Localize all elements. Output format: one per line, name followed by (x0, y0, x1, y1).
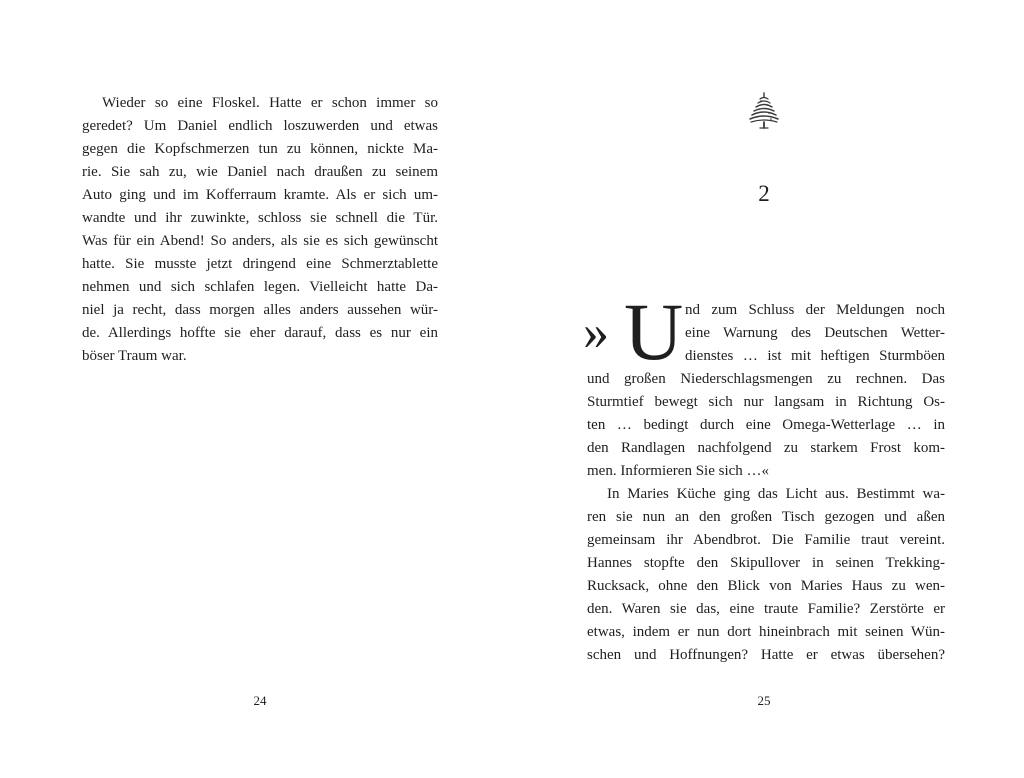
text-line: ten … bedingt durch eine Omega-Wetterlage … in (587, 417, 945, 433)
text-line: Rucksack, ohne den Blick von Maries Haus zu wen- (587, 578, 945, 594)
text-line: gegen die Kopfschmerzen tun zu können, nickte Ma- (82, 141, 438, 157)
text-line: rie. Sie sah zu, wie Daniel nach draußen zu seinem (82, 164, 438, 180)
text-line: de. Allerdings hoffte sie eher darauf, dass es nur ein (82, 325, 438, 341)
text-line: dienstes … ist mit heftigen Sturmböen (685, 348, 945, 364)
text-line: niel ja recht, dass morgen alles anders aussehen wür- (82, 302, 438, 318)
page-number: 25 (757, 693, 771, 708)
text-line: Sturmtief bewegt sich nur langsam in Richtung Os- (587, 394, 945, 410)
text-line: ren sie nun an den großen Tisch gezogen und aßen (587, 509, 945, 525)
text-line: gemeinsam ihr Abendbrot. Die Familie traut vereint. (587, 532, 945, 548)
page-number: 24 (253, 693, 267, 708)
dropcap-letter: U (624, 286, 684, 377)
text-line: Was für ein Abend! So anders, als sie es sich gewünscht (82, 233, 438, 249)
tree-ornament-icon (741, 88, 787, 134)
dropcap-quote: » (583, 304, 609, 361)
text-line: und großen Niederschlagsmengen zu rechnen. Das (587, 371, 945, 387)
text-line: den. Waren sie das, eine traute Familie? Zerstörte er (587, 601, 945, 617)
text-line: nd zum Schluss der Meldungen noch (685, 302, 945, 318)
text-line: nehmen und sich schlafen legen. Vielleicht hatte Da- (82, 279, 438, 295)
text-line: Auto ging und im Kofferraum kramte. Als er sich um- (82, 187, 438, 203)
text-line: Hannes stopfte den Skipullover in seinen Trekking- (587, 555, 945, 571)
text-line: geredet? Um Daniel endlich loszuwerden und etwas (82, 118, 438, 134)
text-line: den Randlagen nachfolgend zu starkem Frost kom- (587, 440, 945, 456)
text-line: eine Warnung des Deutschen Wetter- (685, 325, 945, 341)
text-line: wandte und ihr zuwinkte, schloss sie schnell die Tür. (82, 210, 438, 226)
text-line: schen und Hoffnungen? Hatte er etwas übersehen? (587, 647, 945, 663)
text-line: etwas, indem er nun dort hineinbrach mit seinen Wün- (587, 624, 945, 640)
text-line: men. Informieren Sie sich …« (587, 463, 770, 479)
text-line: hatte. Sie musste jetzt dringend eine Schmerztablette (82, 256, 438, 272)
text-line: In Maries Küche ging das Licht aus. Bestimmt wa- (607, 486, 945, 502)
right-page (512, 0, 1024, 778)
text-line: böser Traum war. (82, 348, 187, 364)
text-line: Wieder so eine Floskel. Hatte er schon immer so (102, 95, 438, 111)
chapter-number: 2 (758, 181, 770, 206)
